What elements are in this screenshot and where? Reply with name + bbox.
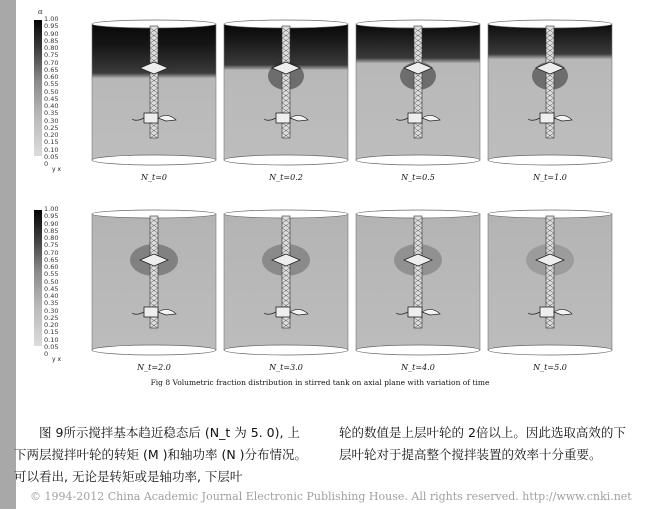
lower-impeller [408, 307, 422, 317]
axis-x-label: x [57, 356, 62, 363]
figure-row-2 [30, 196, 630, 378]
scale-tick-label: 0.90 [44, 29, 59, 38]
scale-tick-label: 0 [44, 350, 49, 358]
tank-panel [222, 208, 350, 358]
body-paragraph: 轮的数值是上层叶轮的 2倍以上。因此选取高效的下层叶轮对于提高整个搅拌装置的效率十分重要。 [339, 425, 626, 462]
scale-tick-label: 0.10 [44, 145, 59, 154]
scale-tick-label: 0.55 [44, 270, 59, 279]
panel-label: N_t=0.5 [401, 173, 435, 182]
scale-tick-label: 1.00 [44, 15, 59, 23]
scale-tick-label: 0.10 [44, 335, 59, 344]
scale-tick-label: 0.60 [44, 73, 59, 81]
tank-bottom-rim [92, 155, 216, 165]
tank-panel [354, 18, 482, 168]
scale-tick-label: 0.90 [44, 219, 59, 228]
color-scale-bar [34, 20, 42, 156]
scale-tick-label: 0.25 [44, 123, 59, 132]
tank-bottom-rim [356, 345, 480, 355]
scale-tick-label: 0.95 [44, 212, 59, 221]
color-scale-bar [34, 210, 42, 346]
scale-tick-label: 0.40 [44, 292, 59, 300]
tank-bottom-rim [92, 345, 216, 355]
axis-indicator [52, 166, 61, 173]
panel-label: N_t=2.0 [137, 363, 171, 372]
scale-tick-label: 0.60 [44, 263, 59, 271]
tank-panel [486, 208, 614, 358]
axis-x-label: x [57, 166, 62, 173]
tank-panel [90, 208, 218, 358]
lower-impeller [276, 307, 290, 317]
scale-tick-label: 0.50 [44, 277, 59, 286]
scale-tick-label: 0.35 [44, 299, 59, 308]
scale-tick-label: 0.20 [44, 131, 59, 139]
scale-tick-label: 0.85 [44, 36, 59, 45]
scale-tick-label: 0.65 [44, 65, 59, 74]
lower-impeller [276, 113, 290, 123]
scale-tick-label: 0.65 [44, 255, 59, 264]
panel-label: N_t=5.0 [533, 363, 567, 372]
panel-label: N_t=3.0 [269, 363, 303, 372]
scale-tick-label: 0.30 [44, 306, 59, 315]
tank-bottom-rim [488, 345, 612, 355]
tank-bottom-rim [224, 345, 348, 355]
lower-impeller [144, 307, 158, 317]
scale-tick-label: 0.80 [44, 234, 59, 242]
scale-tick-label: 0.35 [44, 109, 59, 118]
scale-tick-label: 0 [44, 160, 49, 168]
tank-panel [90, 18, 218, 168]
scale-tick-label: 0.45 [44, 284, 59, 293]
copyright-footer: © 1994-2012 China Academic Journal Electronic Publishing House. All rights reserved. http://www.cnki.net [30, 490, 632, 503]
lower-impeller [540, 113, 554, 123]
tank-panel [354, 208, 482, 358]
tank-panel [222, 18, 350, 168]
figure-8 [30, 6, 630, 376]
tank-bottom-rim [356, 155, 480, 165]
panel-label: N_t=0.2 [269, 173, 303, 182]
axis-y-label: y [52, 166, 56, 173]
scale-tick-label: 0.55 [44, 80, 59, 89]
color-scale [34, 8, 74, 168]
tank-bottom-rim [488, 155, 612, 165]
scale-tick-label: 0.40 [44, 102, 59, 110]
scale-tick-label: 0.20 [44, 321, 59, 329]
lower-impeller [408, 113, 422, 123]
scale-tick-label: 0.25 [44, 313, 59, 322]
color-scale [34, 204, 74, 358]
figure-row-1 [30, 6, 630, 188]
scale-tick-label: 0.70 [44, 58, 59, 67]
scale-tick-label: 0.75 [44, 241, 59, 250]
tank-panel [486, 18, 614, 168]
scale-tick-label: 0.70 [44, 248, 59, 257]
axis-indicator [52, 356, 61, 363]
scale-tick-label: 0.30 [44, 116, 59, 125]
left-column [14, 422, 310, 488]
panel-label: N_t=1.0 [533, 173, 567, 182]
scale-tick-label: 0.50 [44, 87, 59, 96]
figure-caption: Fig 8 Volumetric fraction distribution in stirred tank on axial plane with variation of time [150, 378, 490, 387]
scale-tick-label: 0.45 [44, 94, 59, 103]
lower-impeller [144, 113, 158, 123]
scale-tick-label: 1.00 [44, 205, 59, 213]
scale-tick-label: 0.75 [44, 51, 59, 60]
color-scale-symbol: α [38, 8, 43, 16]
color-scale-ticks [44, 206, 58, 358]
scale-tick-label: 0.85 [44, 226, 59, 235]
scale-tick-label: 0.80 [44, 44, 59, 52]
axis-y-label: y [52, 356, 56, 363]
scale-tick-label: 0.05 [44, 152, 59, 161]
lower-impeller [540, 307, 554, 317]
panel-label: N_t=4.0 [401, 363, 435, 372]
color-scale-ticks [44, 16, 58, 168]
right-column [339, 422, 629, 466]
scale-tick-label: 0.15 [44, 138, 59, 147]
panel-label: N_t=0 [140, 173, 167, 182]
tank-bottom-rim [224, 155, 348, 165]
scale-tick-label: 0.05 [44, 342, 59, 351]
scale-tick-label: 0.15 [44, 328, 59, 337]
scale-tick-label: 0.95 [44, 22, 59, 31]
body-paragraph: 图 9所示搅拌基本趋近稳态后 (N_t 为 5. 0), 上下两层搅拌叶轮的转矩 (M )和轴功率 (N )分布情况。可以看出, 无论是转矩或是轴功率, 下层叶 [14, 425, 308, 484]
